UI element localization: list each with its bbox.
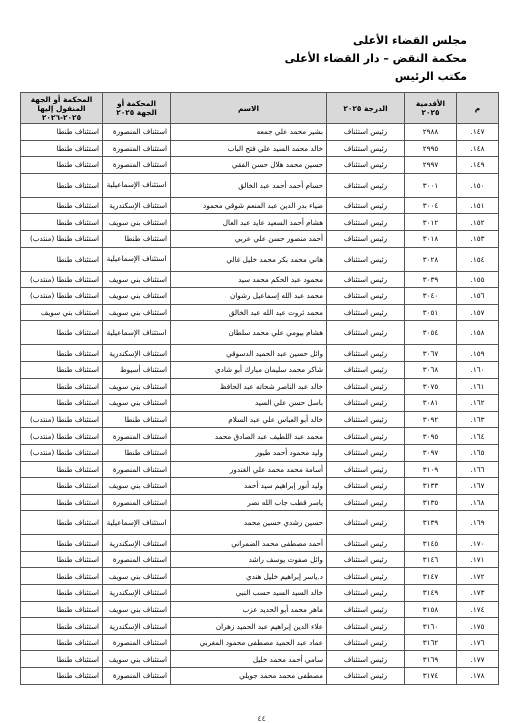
- table-row: [21, 551, 499, 568]
- row-number: ١٧٤.: [457, 601, 499, 618]
- court-cell: استئناف الإسكندرية: [103, 618, 171, 635]
- seniority-cell: ٢٩٩٥: [405, 140, 457, 157]
- row-number: ١٧٥.: [457, 618, 499, 635]
- table-row: [21, 230, 499, 247]
- row-number: ١٧٧.: [457, 651, 499, 668]
- table-row: [21, 247, 499, 271]
- destination-cell: استئناف بني سويف: [21, 304, 103, 321]
- table-row: [21, 651, 499, 668]
- row-number: ١٤٩.: [457, 157, 499, 174]
- row-number: ١٧٢.: [457, 568, 499, 585]
- seniority-cell: ٣١٦٠: [405, 618, 457, 635]
- seniority-cell: ٣٠٩٧: [405, 444, 457, 461]
- court-cell: استئناف أسيوط: [103, 361, 171, 378]
- seniority-cell: ٣١٧٤: [405, 668, 457, 685]
- court-cell: استئناف بني سويف: [103, 378, 171, 395]
- degree-cell: رئيس استئناف: [327, 551, 405, 568]
- row-number: ١٥٩.: [457, 345, 499, 362]
- seniority-cell: ٣١٦٩: [405, 651, 457, 668]
- row-number: ١٥٣.: [457, 230, 499, 247]
- table-row: [21, 378, 499, 395]
- degree-cell: رئيس استئناف: [327, 494, 405, 511]
- name-cell: محمد ثروت عبد الله عبد الخالق: [171, 304, 327, 321]
- table-row: [21, 197, 499, 214]
- destination-cell: استئناف طنطا: [21, 551, 103, 568]
- destination-cell: استئناف طنطا: [21, 124, 103, 141]
- seniority-cell: ٣١٥٨: [405, 601, 457, 618]
- row-number: ١٧٨.: [457, 668, 499, 685]
- seniority-cell: ٣٠٤٠: [405, 288, 457, 305]
- name-cell: محمد عبد الله إسماعيل رشوان: [171, 288, 327, 305]
- court-cell: استئناف بني سويف: [103, 271, 171, 288]
- name-cell: حسين رشدي حسين محمد: [171, 511, 327, 535]
- name-cell: وائل صفوت يوسف راشد: [171, 551, 327, 568]
- table-row: [21, 478, 499, 495]
- row-number: ١٤٨.: [457, 140, 499, 157]
- destination-cell: استئناف طنطا: [21, 461, 103, 478]
- court-cell: استئناف الإسماعيلية: [103, 247, 171, 271]
- seniority-cell: ٣٠٠٤: [405, 197, 457, 214]
- name-cell: حسام أحمد أحمد عبد الخالق: [171, 173, 327, 197]
- court-cell: استئناف بني سويف: [103, 601, 171, 618]
- name-cell: خالد عبد الناصر شحاته عبد الحافظ: [171, 378, 327, 395]
- table-row: [21, 428, 499, 445]
- table-row: [21, 668, 499, 685]
- court-cell: استئناف بني سويف: [103, 214, 171, 231]
- table-row: [21, 321, 499, 345]
- destination-cell: استئناف طنطا: [21, 197, 103, 214]
- destination-cell: استئناف طنطا: [21, 634, 103, 651]
- table-row: [21, 124, 499, 141]
- row-number: ١٦٠.: [457, 361, 499, 378]
- degree-cell: رئيس استئناف: [327, 247, 405, 271]
- row-number: ١٦١.: [457, 378, 499, 395]
- row-number: ١٥٧.: [457, 304, 499, 321]
- destination-cell: استئناف طنطا: [21, 395, 103, 412]
- name-cell: هشام بيومي علي محمد سلطان: [171, 321, 327, 345]
- seniority-cell: ٣٠١٨: [405, 230, 457, 247]
- degree-cell: رئيس استئناف: [327, 444, 405, 461]
- degree-cell: رئيس استئناف: [327, 197, 405, 214]
- degree-cell: رئيس استئناف: [327, 304, 405, 321]
- seniority-cell: ٣٠٨١: [405, 395, 457, 412]
- seniority-cell: ٣١٣٥: [405, 494, 457, 511]
- destination-cell: استئناف طنطا: [21, 618, 103, 635]
- row-number: ١٥٤.: [457, 247, 499, 271]
- seniority-cell: ٣٠٥٤: [405, 321, 457, 345]
- table-row: [21, 535, 499, 552]
- row-number: ١٤٧.: [457, 124, 499, 141]
- row-number: ١٦٦.: [457, 461, 499, 478]
- court-cell: استئناف المنصورة: [103, 428, 171, 445]
- degree-cell: رئيس استئناف: [327, 140, 405, 157]
- court-cell: استئناف المنصورة: [103, 551, 171, 568]
- seniority-cell: ٣٠٩٥: [405, 428, 457, 445]
- row-number: ١٧٣.: [457, 585, 499, 602]
- seniority-cell: ٣٠٥١: [405, 304, 457, 321]
- row-number: ١٥٨.: [457, 321, 499, 345]
- court-cell: استئناف الإسكندرية: [103, 535, 171, 552]
- degree-cell: رئيس استئناف: [327, 478, 405, 495]
- seniority-cell: ٣٠٣٩: [405, 271, 457, 288]
- court-cell: استئناف الإسكندرية: [103, 197, 171, 214]
- table-row: [21, 304, 499, 321]
- document-header: [285, 32, 467, 86]
- court-cell: استئناف بني سويف: [103, 304, 171, 321]
- name-cell: شاكر محمد سليمان مبارك أبو شادي: [171, 361, 327, 378]
- seniority-cell: ٣٠٠١: [405, 173, 457, 197]
- col-header-destination: المحكمة أو الجهة المنقول إليها ٢٠٢٥-٢٠٢٦: [21, 93, 103, 124]
- seniority-cell: ٣١٤٦: [405, 551, 457, 568]
- transfers-table: [20, 92, 499, 685]
- table-body: [21, 124, 499, 685]
- degree-cell: رئيس استئناف: [327, 511, 405, 535]
- row-number: ١٥٢.: [457, 214, 499, 231]
- seniority-cell: ٣١٤٩: [405, 585, 457, 602]
- seniority-cell: ٢٩٨٨: [405, 124, 457, 141]
- degree-cell: رئيس استئناف: [327, 634, 405, 651]
- destination-cell: استئناف طنطا: [21, 585, 103, 602]
- name-cell: باسل حسن علي السيد: [171, 395, 327, 412]
- destination-cell: استئناف طنطا: [21, 378, 103, 395]
- seniority-cell: ٣٠١٢: [405, 214, 457, 231]
- row-number: ١٦٣.: [457, 411, 499, 428]
- court-cell: استئناف بني سويف: [103, 395, 171, 412]
- seniority-cell: ٣١٤٥: [405, 535, 457, 552]
- degree-cell: رئيس استئناف: [327, 618, 405, 635]
- degree-cell: رئيس استئناف: [327, 535, 405, 552]
- table-row: [21, 461, 499, 478]
- degree-cell: رئيس استئناف: [327, 395, 405, 412]
- degree-cell: رئيس استئناف: [327, 271, 405, 288]
- row-number: ١٧٦.: [457, 634, 499, 651]
- degree-cell: رئيس استئناف: [327, 230, 405, 247]
- degree-cell: رئيس استئناف: [327, 173, 405, 197]
- court-cell: استئناف المنصورة: [103, 494, 171, 511]
- name-cell: محمد عبد اللطيف عبد الصادق محمد: [171, 428, 327, 445]
- destination-cell: استئناف طنطا: [21, 247, 103, 271]
- destination-cell: استئناف طنطا: [21, 568, 103, 585]
- table-row: [21, 288, 499, 305]
- destination-cell: استئناف طنطا (منتدب): [21, 271, 103, 288]
- degree-cell: رئيس استئناف: [327, 124, 405, 141]
- name-cell: ضياء بدر الدين عبد المنعم شوقي محمود: [171, 197, 327, 214]
- destination-cell: استئناف طنطا: [21, 157, 103, 174]
- name-cell: محمود عبد الحكم محمد سيد: [171, 271, 327, 288]
- name-cell: حسين محمد هلال حسن الفقي: [171, 157, 327, 174]
- degree-cell: رئيس استئناف: [327, 361, 405, 378]
- seniority-cell: ٣٠٦٧: [405, 345, 457, 362]
- name-cell: وائل حسين عبد الحميد الدسوقي: [171, 345, 327, 362]
- col-header-number: م: [457, 93, 499, 124]
- destination-cell: استئناف طنطا (منتدب): [21, 411, 103, 428]
- table-row: [21, 511, 499, 535]
- degree-cell: رئيس استئناف: [327, 378, 405, 395]
- degree-cell: رئيس استئناف: [327, 568, 405, 585]
- destination-cell: استئناف طنطا: [21, 668, 103, 685]
- court-cell: استئناف المنصورة: [103, 157, 171, 174]
- court-cell: استئناف المنصورة: [103, 634, 171, 651]
- seniority-cell: ٣١٣٩: [405, 511, 457, 535]
- name-cell: ياسر قطب جاب الله نصر: [171, 494, 327, 511]
- court-cell: استئناف المنصورة: [103, 140, 171, 157]
- seniority-cell: ٣٠٦٨: [405, 361, 457, 378]
- degree-cell: رئيس استئناف: [327, 428, 405, 445]
- name-cell: هشام أحمد السعيد عايد عبد العال: [171, 214, 327, 231]
- name-cell: أحمد مصطفى محمد الضمراني: [171, 535, 327, 552]
- seniority-cell: ٣٠٢٨: [405, 247, 457, 271]
- degree-cell: رئيس استئناف: [327, 668, 405, 685]
- col-header-court: المحكمة أو الجهة ٢٠٢٥: [103, 93, 171, 124]
- court-cell: استئناف المنصورة: [103, 461, 171, 478]
- court-cell: استئناف الإسماعيلية: [103, 321, 171, 345]
- row-number: ١٧١.: [457, 551, 499, 568]
- row-number: ١٥٦.: [457, 288, 499, 305]
- table-row: [21, 634, 499, 651]
- seniority-cell: ٣١٠٩: [405, 461, 457, 478]
- court-cell: استئناف طنطا: [103, 411, 171, 428]
- degree-cell: رئيس استئناف: [327, 461, 405, 478]
- col-header-degree: الدرجة ٢٠٢٥: [327, 93, 405, 124]
- row-number: ١٥٠.: [457, 173, 499, 197]
- court-cell: استئناف الإسماعيلية: [103, 511, 171, 535]
- row-number: ١٦٨.: [457, 494, 499, 511]
- destination-cell: استئناف طنطا: [21, 651, 103, 668]
- seniority-cell: ٣١٤٧: [405, 568, 457, 585]
- seniority-cell: ٣٠٩٢: [405, 411, 457, 428]
- table-header-row: [21, 93, 499, 124]
- destination-cell: استئناف طنطا: [21, 535, 103, 552]
- table-row: [21, 173, 499, 197]
- name-cell: ماهر محمد أبو الحديد عزب: [171, 601, 327, 618]
- court-title: محكمة النقض – دار القضاء الأعلى: [284, 52, 467, 65]
- table-row: [21, 140, 499, 157]
- destination-cell: استئناف طنطا: [21, 361, 103, 378]
- court-cell: استئناف الإسكندرية: [103, 585, 171, 602]
- name-cell: وليد أنور إبراهيم سيد أحمد: [171, 478, 327, 495]
- table-row: [21, 601, 499, 618]
- degree-cell: رئيس استئناف: [327, 651, 405, 668]
- table-row: [21, 271, 499, 288]
- name-cell: خالد السيد السيد حسب النبي: [171, 585, 327, 602]
- table-row: [21, 395, 499, 412]
- destination-cell: استئناف طنطا (منتدب): [21, 230, 103, 247]
- row-number: ١٦٩.: [457, 511, 499, 535]
- name-cell: أحمد منصور حسن علي عربي: [171, 230, 327, 247]
- degree-cell: رئيس استئناف: [327, 411, 405, 428]
- table-row: [21, 585, 499, 602]
- table-row: [21, 568, 499, 585]
- court-cell: استئناف الإسكندرية: [103, 345, 171, 362]
- name-cell: مصطفى محمد محمد جويلي: [171, 668, 327, 685]
- court-cell: استئناف بني سويف: [103, 288, 171, 305]
- court-cell: استئناف بني سويف: [103, 478, 171, 495]
- destination-cell: استئناف طنطا: [21, 494, 103, 511]
- seniority-cell: ٣١٦٢: [405, 634, 457, 651]
- name-cell: خالد محمد السيد علي فتح الباب: [171, 140, 327, 157]
- table-row: [21, 214, 499, 231]
- row-number: ١٥١.: [457, 197, 499, 214]
- degree-cell: رئيس استئناف: [327, 585, 405, 602]
- court-cell: استئناف طنطا: [103, 444, 171, 461]
- degree-cell: رئيس استئناف: [327, 288, 405, 305]
- destination-cell: استئناف طنطا: [21, 601, 103, 618]
- degree-cell: رئيس استئناف: [327, 601, 405, 618]
- court-cell: استئناف بني سويف: [103, 651, 171, 668]
- table-row: [21, 494, 499, 511]
- degree-cell: رئيس استئناف: [327, 321, 405, 345]
- name-cell: بشير محمد علي جمعه: [171, 124, 327, 141]
- row-number: ١٥٥.: [457, 271, 499, 288]
- destination-cell: استئناف طنطا: [21, 511, 103, 535]
- destination-cell: استئناف طنطا: [21, 478, 103, 495]
- table-row: [21, 444, 499, 461]
- destination-cell: استئناف طنطا (منتدب): [21, 444, 103, 461]
- name-cell: د.ياسر إبراهيم خليل هندي: [171, 568, 327, 585]
- name-cell: أسامة محمد محمد علي الغندور: [171, 461, 327, 478]
- council-title: مجلس القضاء الأعلى: [353, 34, 467, 47]
- row-number: ١٦٤.: [457, 428, 499, 445]
- row-number: ١٦٧.: [457, 478, 499, 495]
- destination-cell: استئناف طنطا: [21, 321, 103, 345]
- name-cell: خالد أبو العباس علي عبد السلام: [171, 411, 327, 428]
- seniority-cell: ٢٩٩٧: [405, 157, 457, 174]
- name-cell: سامي أحمد محمد خليل: [171, 651, 327, 668]
- office-title: مكتب الرئيس: [394, 70, 467, 83]
- destination-cell: استئناف طنطا: [21, 173, 103, 197]
- name-cell: علاء الدين إبراهيم عبد الحميد زهران: [171, 618, 327, 635]
- table-row: [21, 618, 499, 635]
- name-cell: عماد عبد الحميد مصطفى محمود المغربي: [171, 634, 327, 651]
- destination-cell: استئناف طنطا (منتدب): [21, 428, 103, 445]
- table-row: [21, 345, 499, 362]
- name-cell: وليد محمود أحمد طيور: [171, 444, 327, 461]
- court-cell: استئناف الإسماعيلية: [103, 173, 171, 197]
- table-row: [21, 361, 499, 378]
- table-row: [21, 157, 499, 174]
- court-cell: استئناف طنطا: [103, 230, 171, 247]
- seniority-cell: ٣١٣٣: [405, 478, 457, 495]
- court-cell: استئناف المنصورة: [103, 124, 171, 141]
- col-header-name: الاسم: [171, 93, 327, 124]
- name-cell: هاني محمد بكر محمد خليل غالي: [171, 247, 327, 271]
- destination-cell: استئناف طنطا: [21, 214, 103, 231]
- court-cell: استئناف بني سويف: [103, 568, 171, 585]
- destination-cell: استئناف طنطا (منتدب): [21, 288, 103, 305]
- court-cell: استئناف المنصورة: [103, 668, 171, 685]
- destination-cell: استئناف طنطا: [21, 345, 103, 362]
- row-number: ١٦٢.: [457, 395, 499, 412]
- degree-cell: رئيس استئناف: [327, 345, 405, 362]
- table-row: [21, 411, 499, 428]
- page-number: ٤٤: [257, 714, 266, 723]
- degree-cell: رئيس استئناف: [327, 157, 405, 174]
- col-header-seniority: الأقدمية ٢٠٢٥: [405, 93, 457, 124]
- row-number: ١٧٠.: [457, 535, 499, 552]
- row-number: ١٦٥.: [457, 444, 499, 461]
- seniority-cell: ٣٠٧٥: [405, 378, 457, 395]
- destination-cell: استئناف طنطا: [21, 140, 103, 157]
- degree-cell: رئيس استئناف: [327, 214, 405, 231]
